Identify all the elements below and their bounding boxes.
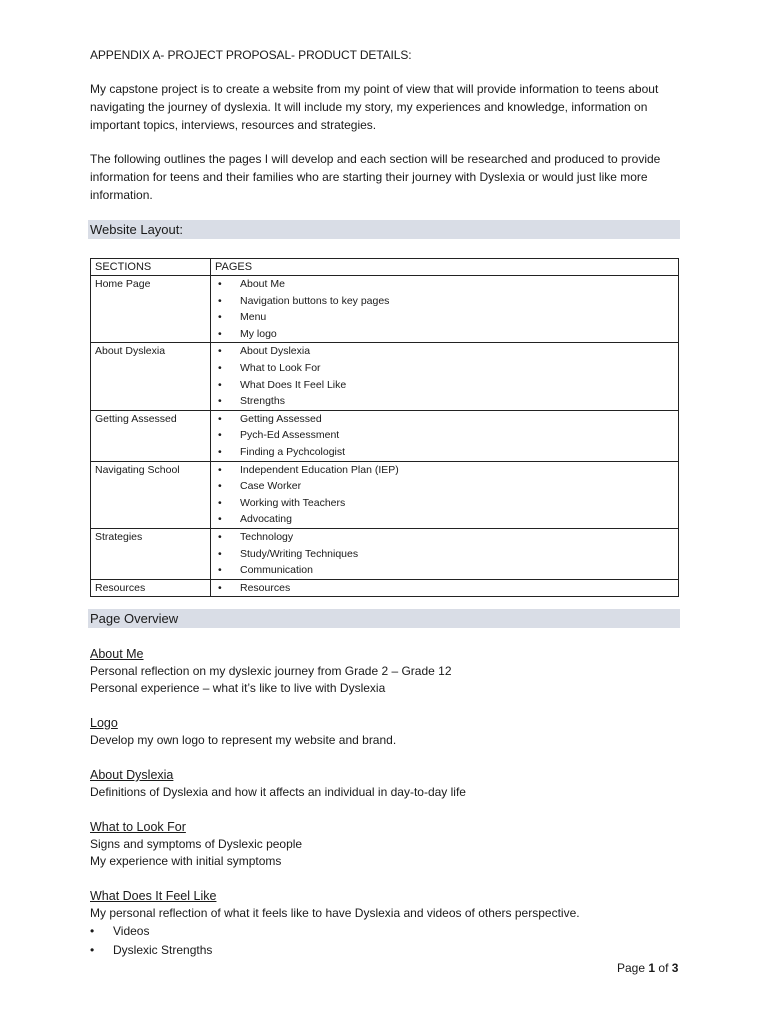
table-row [91, 410, 679, 461]
bullet-icon: • [218, 564, 222, 577]
page-label: Getting Assessed [240, 412, 322, 425]
page-label: Advocating [240, 513, 292, 526]
bullet-icon: • [90, 943, 95, 957]
page-label: Menu [240, 311, 267, 324]
footer-prefix: Page [617, 961, 646, 975]
bullet-icon: • [218, 581, 222, 594]
bullet-label: Dyslexic Strengths [113, 943, 213, 957]
footer-total-pages: 3 [671, 961, 679, 975]
bullet-icon: • [218, 530, 222, 543]
table-row [91, 528, 679, 579]
document-heading: APPENDIX A- PROJECT PROPOSAL- PRODUCT DETAILS: [90, 48, 412, 62]
pages-cell [211, 461, 679, 528]
website-layout-table [90, 258, 679, 597]
page-label: About Me [240, 278, 285, 290]
page-label: Case Worker [240, 480, 302, 493]
page-label: My logo [240, 327, 277, 340]
bullet-icon: • [218, 547, 222, 560]
overview-about-dyslexia [90, 767, 680, 801]
list-item [215, 495, 674, 512]
overview-logo [90, 715, 680, 749]
bullet-icon: • [218, 361, 222, 374]
bullet-icon: • [218, 278, 222, 290]
list-item [215, 360, 674, 377]
page-overview-heading: Page Overview [88, 609, 680, 628]
page-label: Resources [240, 581, 291, 594]
section-cell: Navigating School [91, 461, 211, 528]
pages-cell [211, 579, 679, 597]
footer-current-page: 1 [648, 961, 656, 975]
list-item [215, 309, 674, 326]
list-item [215, 343, 674, 360]
website-layout-heading: Website Layout: [88, 220, 680, 239]
list-item [215, 393, 674, 410]
bullet-icon: • [218, 294, 222, 307]
page-label: Pych-Ed Assessment [240, 429, 340, 442]
list-item [215, 444, 674, 461]
list-item [215, 511, 674, 528]
section-line: Personal experience – what it’s like to live with Dyslexia [90, 681, 386, 695]
section-line: Develop my own logo to represent my website and brand. [90, 733, 397, 747]
table-header-pages: PAGES [211, 259, 679, 276]
bullet-icon: • [218, 311, 222, 324]
section-cell: Home Page [91, 276, 211, 343]
page-label: What Does It Feel Like [240, 378, 347, 391]
section-cell: Getting Assessed [91, 410, 211, 461]
page-label: Navigation buttons to key pages [240, 294, 390, 307]
list-item [215, 580, 674, 597]
bullet-list [90, 922, 680, 960]
list-item [215, 293, 674, 310]
section-line: Signs and symptoms of Dyslexic people [90, 837, 303, 851]
list-item [215, 427, 674, 444]
section-line: Definitions of Dyslexia and how it affects an individual in day-to-day life [90, 785, 466, 799]
section-cell: About Dyslexia [91, 343, 211, 410]
list-item [215, 529, 674, 546]
page-label: Strengths [240, 395, 285, 408]
section-line: Personal reflection on my dyslexic journey from Grade 2 – Grade 12 [90, 664, 452, 678]
pages-cell [211, 276, 679, 343]
list-item [90, 941, 680, 960]
table-row [91, 343, 679, 410]
page-label: About Dyslexia [240, 345, 311, 358]
page-label: Technology [240, 530, 294, 543]
page-label: Study/Writing Techniques [240, 547, 359, 560]
section-title: About Dyslexia [90, 768, 174, 782]
list-item [90, 922, 680, 941]
pages-cell [211, 528, 679, 579]
list-item [215, 478, 674, 495]
bullet-icon: • [218, 378, 222, 391]
bullet-icon: • [218, 395, 222, 408]
list-item [215, 276, 674, 293]
bullet-icon: • [218, 496, 222, 509]
table-header-sections: SECTIONS [91, 259, 211, 276]
list-item [215, 411, 674, 428]
bullet-icon: • [218, 327, 222, 340]
overview-about-me [90, 646, 680, 697]
table-row [91, 276, 679, 343]
bullet-icon: • [218, 445, 222, 458]
bullet-label: Videos [113, 924, 150, 938]
section-title: Logo [90, 716, 118, 730]
page-label: Working with Teachers [240, 496, 346, 509]
section-cell: Strategies [91, 528, 211, 579]
page-label: What to Look For [240, 361, 321, 374]
bullet-icon: • [218, 513, 222, 526]
section-title: What Does It Feel Like [90, 889, 217, 903]
table-row [91, 461, 679, 528]
pages-cell [211, 410, 679, 461]
overview-what-to-look-for [90, 819, 680, 870]
page-label: Communication [240, 564, 313, 577]
page-label: Independent Education Plan (IEP) [240, 463, 399, 476]
pages-cell [211, 343, 679, 410]
intro-paragraph-2: The following outlines the pages I will develop and each section will be researched and produced to provide information for teens and their families who are starting their journey with Dyslexia or would just like more information. [90, 152, 661, 202]
footer-of: of [658, 961, 669, 975]
table-row [91, 579, 679, 597]
list-item [215, 377, 674, 394]
list-item [215, 546, 674, 563]
list-item [215, 562, 674, 579]
intro-paragraph-1: My capstone project is to create a website from my point of view that will provide information to teens about navigating the journey of dyslexia. It will include my story, my experiences and knowledge, information on important topics, interviews, resources and strategies. [90, 82, 659, 132]
list-item [215, 462, 674, 479]
bullet-icon: • [218, 412, 222, 425]
section-line: My personal reflection of what it feels like to have Dyslexia and videos of others perspective. [90, 906, 580, 920]
bullet-icon: • [218, 463, 222, 476]
bullet-icon: • [218, 345, 222, 358]
bullet-icon: • [218, 480, 222, 493]
bullet-icon: • [218, 429, 222, 442]
list-item [215, 326, 674, 343]
section-title: About Me [90, 647, 144, 661]
bullet-icon: • [90, 924, 95, 938]
page-number-footer [617, 961, 678, 975]
section-line: My experience with initial symptoms [90, 854, 282, 868]
overview-what-does-it-feel-like [90, 888, 680, 960]
section-title: What to Look For [90, 820, 186, 834]
table-header-row [91, 259, 679, 276]
section-cell: Resources [91, 579, 211, 597]
page-label: Finding a Pychcologist [240, 445, 346, 458]
